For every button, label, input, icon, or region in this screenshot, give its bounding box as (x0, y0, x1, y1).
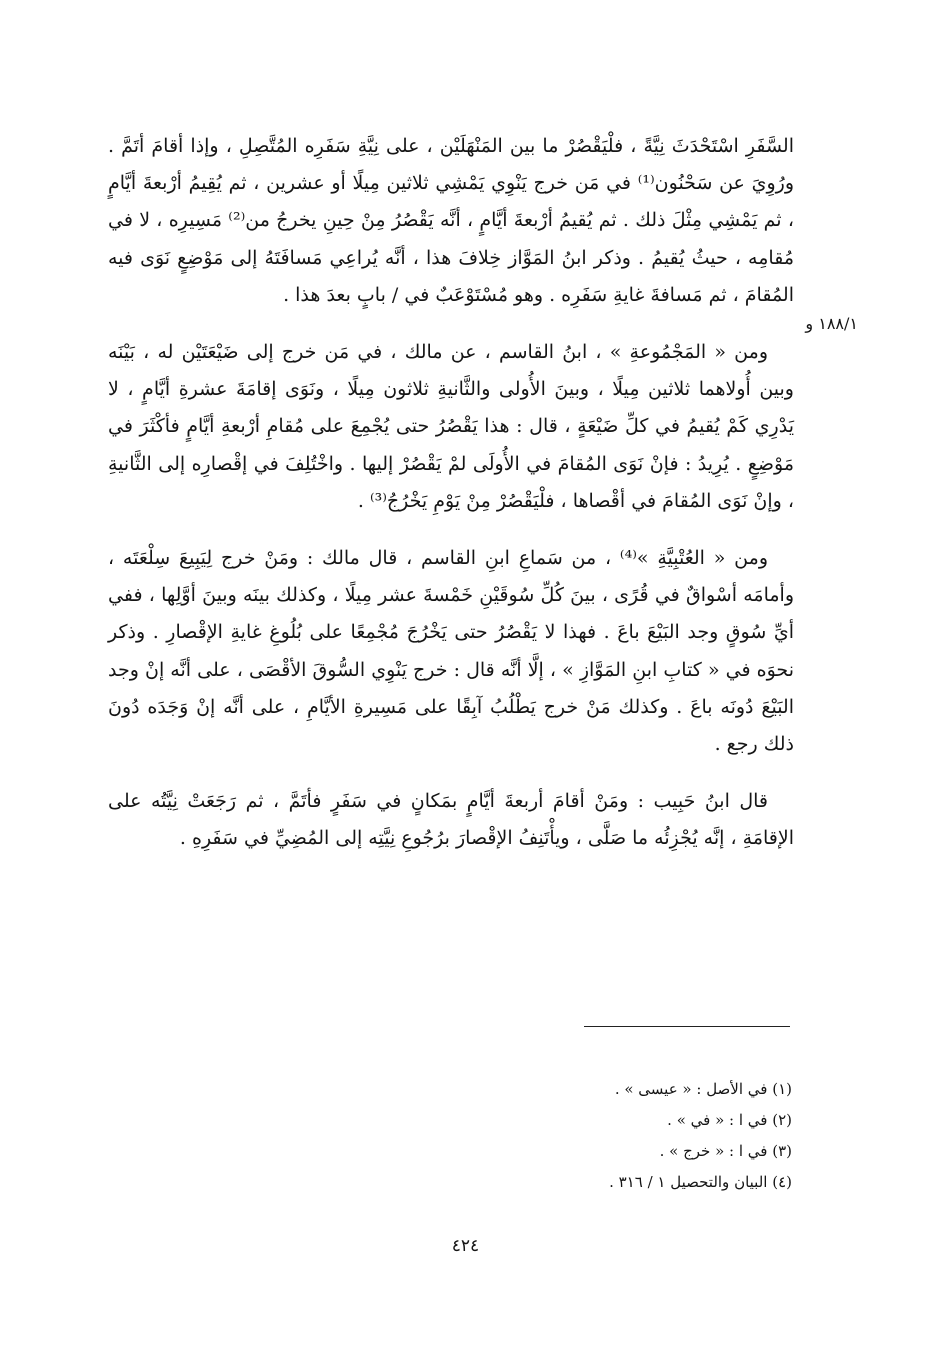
footnote: (٢) في ا : « في » . (667, 1111, 792, 1129)
main-text (108, 128, 794, 878)
manuscript-folio-note: ١٨٨/١ و (805, 314, 858, 333)
paragraph: ومن « المَجْمُوعةِ » ، ابنُ القاسم ، عن مالك ، في مَن خرج إلى ضَيْعَتَيْن له ، بَيْنَه وبين أُولاهما ثلاثين مِيلًا ، وبينَ الأُولى والثَّانيةِ ثلاثون مِيلًا ، ونَوَى إقامَةَ عشرةِ أيَّامٍ ، لا يَدْرِي كَمْ يُقيمُ في كلِّ ضَيْعَةٍ ، قال : هذا يَقْصُرُ حتى يُجْمِعَ على مُقامِ أرْبعةِ أيَّامٍ فأكْثَرَ في مَوْضِعٍ . يُرِيدُ : فإنْ نَوَى المُقامَ في الأُولَى لمْ يَقْصُرْ إليها . واخْتُلِفَ في إقْصارِه إلى الثَّانيةِ ، وإنْ نَوَى المُقامَ في أقْصاها ، فلْيَقْصُرْ مِنْ يَوْمِ يَخْرُجُ⁽³⁾ . (108, 341, 794, 512)
paragraph: السَّفَرِ اسْتَحْدَثَ نِيَّةً ، فلْيَقْصُرْ ما بين المَنْهَلَيْن ، على نِيَّةِ سَفَرِه المُتَّصِلِ ، وإذا أقامَ أتَمَّ . ورُوِيَ عن سَحْنُون⁽¹⁾ في مَن خرج يَنْوِي يَمْشِي ثلاثين مِيلًا أو عشرين ، ثم يُقِيمُ أرْبعةَ أيَّامٍ ، ثم يَمْشِي مِثْلَ ذلك . ثم يُقيمُ أرْبعةَ أيَّامٍ ، أنَّه يَقْصُرُ مِنْ حِينِ يخرجُ من⁽²⁾ مَسِيرِه ، لا في مُقامِه ، حيثُ يُقيمُ . وذكر ابنُ المَوَّاز خِلافَ هذا ، أنَّه يُراعِي مَسافَتَهُ إلى مَوْضِعٍ نَوَى فيه المُقامَ ، ثم مَسافةَ غايةِ سَفَرِه . وهو مُسْتَوْعَبٌ في / بابٍ بعدَ هذا . (108, 135, 794, 306)
footnotes (420, 1074, 792, 1198)
footnote: (٤) البيان والتحصيل ١ / ٣١٦ . (609, 1173, 792, 1191)
footnote: (١) في الأصل : « عيسى » . (614, 1080, 792, 1098)
page-number: ٤٢٤ (451, 1236, 480, 1256)
paragraph: ومن « العُتْبِيَّةِ »⁽⁴⁾ ، من سَماعِ ابنِ القاسم ، قال مالك : ومَنْ خرج لِيَبِيعَ سِلْعَتَه ، وأمامَه أسْواقٌ في قُرًى ، بينَ كُلِّ سُوقَيْنِ خَمْسةَ عشر مِيلًا ، وكذلك بينَه وبينَ أوَّلِها ، ففي أيِّ سُوقٍ وجد البَيْعَ باعَ . فهذا لا يَقْصُرُ حتى يَخْرُجَ مُجْمِعًا على بُلُوغِ غايةِ الإقْصارِ . وذكر نحوَه في « كتابِ ابنِ المَوَّازِ » ، إلَّا أنَّه قال : خرج يَنْوِي السُّوقَ الأقْصَى ، على أنَّه إنْ وجد البَيْعَ دُونَه باعَ . وكذلك مَنْ خرج يَطْلُبُ آبِقًا على مَسِيرةِ الأيَّامِ ، على أنَّه إنْ وَجَدَه دُونَ ذلك رجع . (108, 547, 794, 756)
paragraph: قال ابنُ حَبِيب : ومَنْ أقامَ أربعةَ أيَّامٍ بمَكانٍ في سَفَرٍ فأتَمَّ ، ثم رَجَعَتْ نِيَّتُه على الإقامَةِ ، إنَّه يُجْزِئُه ما صَلَّى ، ويأْتَنِفُ الإقْصارَ برُجُوعِ نِيَّتِه إلى المُضِيِّ في سَفَرِهِ . (108, 790, 794, 850)
footnote-separator (584, 1026, 790, 1027)
footnote: (٣) في ا : « خرج » . (659, 1142, 792, 1160)
